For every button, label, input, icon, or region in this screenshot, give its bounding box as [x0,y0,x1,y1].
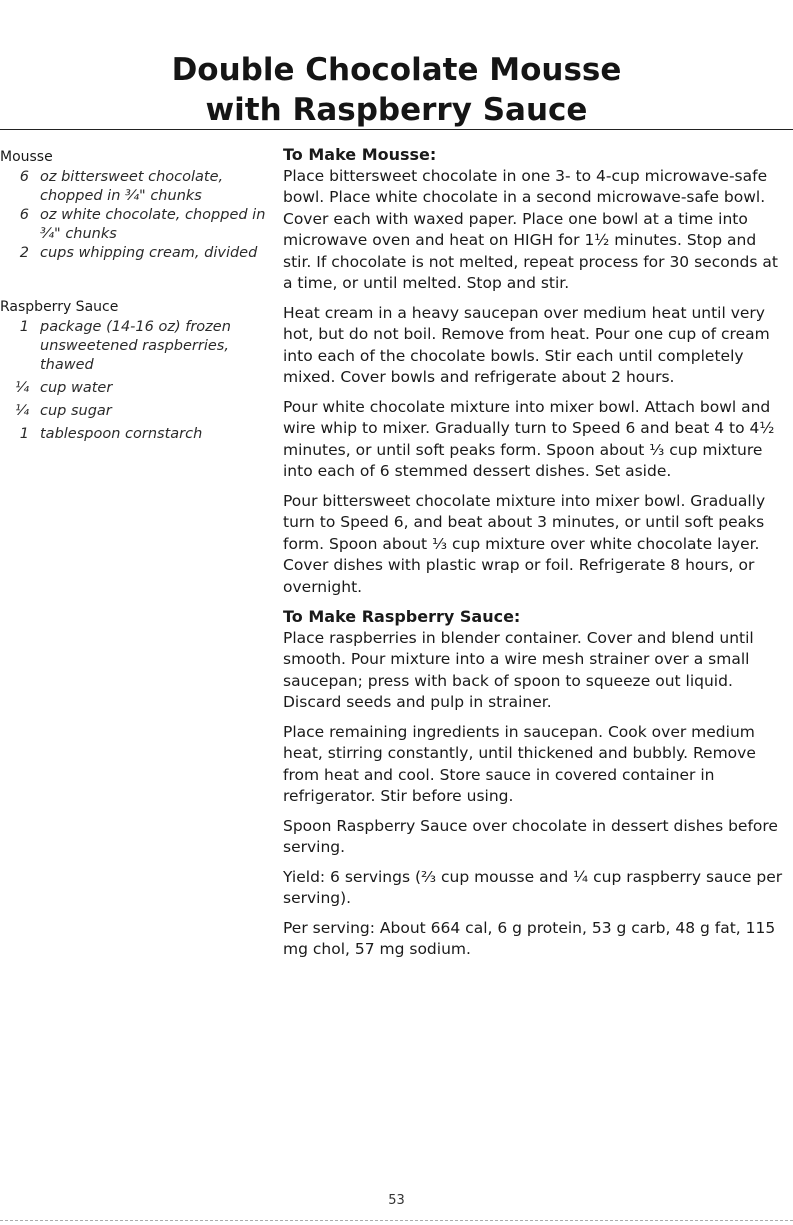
page-title [0,50,793,130]
ingredient-item [0,425,275,444]
ingredient-item [0,168,275,206]
title-line-1: Double Chocolate Mousse [171,52,622,88]
ingredient-item [0,244,275,263]
nutrition-text: Per serving: About 664 cal, 6 g protein, 53 g carb, 48 g fat, 115 mg chol, 57 mg sodium. [283,918,776,958]
title-divider [0,129,793,130]
ingredient-qty: ¼ [14,403,29,419]
ingredient-text: cup sugar [40,403,112,419]
ingredient-item [0,402,275,421]
ingredient-qty: 6 [19,207,29,223]
direction-paragraph: Place raspberries in blender container. Cover and blend until smooth. Pour mixture into a wire mesh strainer over a small saucepan; press with back of spoon to squeeze out liquid. Discard seeds and pulp in strainer. [283,628,754,711]
ingredient-text: oz white chocolate, chopped in ¾" chunks [40,207,266,242]
direction-paragraph: Place remaining ingredients in saucepan. Cook over medium heat, stirring constantly, until thickened and bubbly. Remove from heat and cool. Store sauce in covered container in refrigerator. Stir before using. [283,722,756,805]
title-line-2: with Raspberry Sauce [205,92,588,128]
page-number: 53 [388,1193,405,1208]
ingredient-text: oz bittersweet chocolate, chopped in ¾" chunks [40,169,224,204]
ingredient-text: package (14-16 oz) frozen unsweetened raspberries, thawed [40,319,231,373]
direction-paragraph: Pour bittersweet chocolate mixture into mixer bowl. Gradually turn to Speed 6, and beat about 3 minutes, or until soft peaks form. Spoon about ⅓ cup mixture over white chocolate layer. Cover dishes with plastic wrap or foil. Refrigerate 8 hours, or overnight. [283,491,766,596]
mousse-directions-heading: To Make Mousse: [283,145,437,164]
ingredients-column [0,148,275,444]
ingredient-qty: 6 [19,169,29,185]
ingredient-item [0,379,275,398]
mousse-ingredients-heading: Mousse [0,149,53,165]
ingredient-item [0,318,275,375]
direction-paragraph: Heat cream in a heavy saucepan over medium heat until very hot, but do not boil. Remove from heat. Pour one cup of cream into each of the chocolate bowls. Stir each until completely mixed. Cover bowls and refrigerate about 2 hours. [283,303,770,386]
direction-paragraph: Pour white chocolate mixture into mixer bowl. Attach bowl and wire whip to mixer. Gradually turn to Speed 6 and beat 4 to 4½ minutes, or until soft peaks form. Spoon about ⅓ cup mixture into each of 6 stemmed dessert dishes. Set aside. [283,397,775,480]
ingredient-text: cup water [40,380,113,396]
direction-paragraph: Place bittersweet chocolate in one 3- to 4-cup microwave-safe bowl. Place white chocolate in a second microwave-safe bowl. Cover each with waxed paper. Place one bowl at a time into microwave oven and heat on HIGH for 1½ minutes. Stop and stir. If chocolate is not melted, repeat process for 30 seconds at a time, or until melted. Stop and stir. [283,166,778,292]
ingredient-qty: 2 [19,245,29,261]
ingredient-qty: 1 [19,319,29,335]
ingredient-qty: ¼ [14,380,29,396]
yield-text: Yield: 6 servings (⅔ cup mousse and ¼ cup raspberry sauce per serving). [283,867,783,907]
bottom-divider [0,1220,793,1221]
ingredient-qty: 1 [19,426,29,442]
directions-column [283,144,788,969]
ingredient-text: tablespoon cornstarch [40,426,203,442]
sauce-directions-heading: To Make Raspberry Sauce: [283,607,521,626]
ingredient-item [0,206,275,244]
sauce-ingredients-heading: Raspberry Sauce [0,299,119,315]
ingredient-text: cups whipping cream, divided [40,245,258,261]
direction-paragraph: Spoon Raspberry Sauce over chocolate in dessert dishes before serving. [283,816,778,856]
